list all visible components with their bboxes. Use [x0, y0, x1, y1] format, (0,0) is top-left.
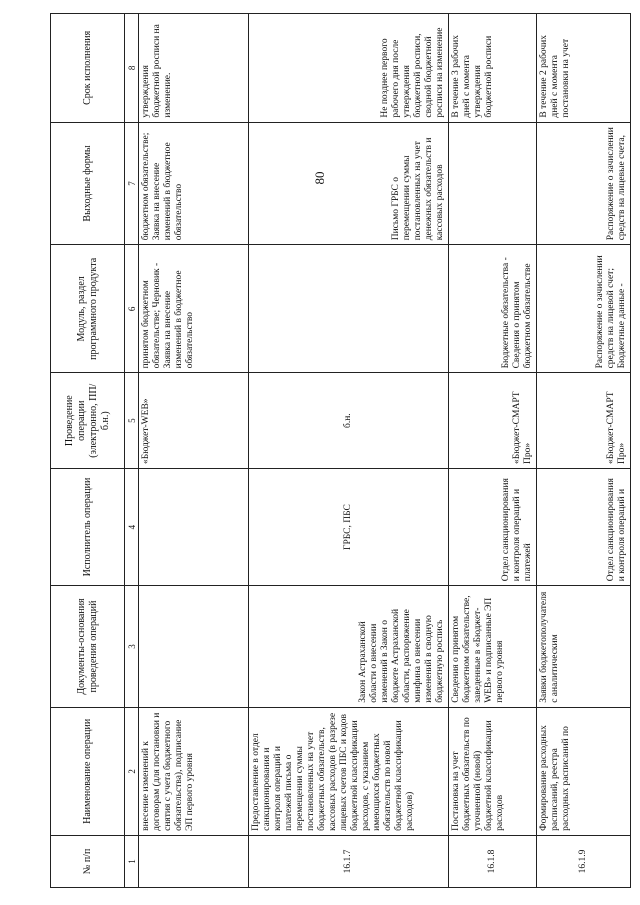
deadline: В течение 2 рабочих дней с момента постановки на учет [537, 14, 631, 123]
rotated-table-container [50, 13, 630, 888]
deadline: Не позднее первого рабочего дня после утверждения бюджетной росписи, сводной бюджетной росписи на изменение [249, 14, 449, 123]
header-row [51, 14, 125, 888]
basis-documents: Заявки бюджетополучателя с аналитическим [537, 586, 631, 708]
output-forms: бюджетном обязательстве; Заявка на внесение изменений в бюджетное обязательство [139, 122, 249, 245]
operation-mode: «Бюджет-WEB» [139, 373, 249, 469]
software-module: Распоряжение о зачислении средств на лицевой счет; Бюджетные данные - [537, 245, 631, 373]
operation-name: внесение изменений к договорам (для постановки и снятия с учета бюджетного обязательства), подписание ЭП первого уровня [139, 707, 249, 835]
column-number: 8 [125, 14, 139, 123]
deadline: утверждения бюджетной росписи на изменение. [139, 14, 249, 123]
operations-table [50, 13, 631, 888]
operation-name: Предоставление в отдел санкционирования и контроля операций и платежей письма о перемещении суммы постановленных на учет бюджетных обязательств, кассовых расходов (в разрезе лицевых счетов ПБС и кодов бюджетной классификации расходов, с указанием имеющихся бюджетных обязательств по новой бюджетной классификации расходов) [249, 707, 449, 835]
executor: Отдел санкционирования и контроля операций и [537, 468, 631, 585]
software-module: принятом бюджетном обязательстве; Черновик - Заявка на внесение изменений в бюджетное обязательство [139, 245, 249, 373]
basis-documents: Сведения о принятом бюджетном обязательстве, заведенные в «Бюджет-WEB» и подписанные ЭП первого уровня [449, 586, 537, 708]
column-number: 3 [125, 586, 139, 708]
column-number: 1 [125, 835, 139, 887]
column-number-row [125, 14, 139, 888]
operation-name: Формирование расходных расписаний, реестра расходных расписаний по [537, 707, 631, 835]
row-number: 16.1.9 [537, 835, 631, 887]
table-row [249, 14, 449, 888]
operation-mode: б.н. [249, 373, 449, 469]
column-number: 6 [125, 245, 139, 373]
header-cell: Исполнитель операции [51, 468, 125, 585]
basis-documents: Закон Астраханской области о внесении изменений в Закон о бюджете Астраханской области, распоряжение минфина о внесении изменений в сводную бюджетную роспись [249, 586, 449, 708]
row-number: 16.1.7 [249, 835, 449, 887]
basis-documents [139, 586, 249, 708]
row-number [139, 835, 249, 887]
header-cell: № п/п [51, 835, 125, 887]
header-cell: Наименование операции [51, 707, 125, 835]
deadline: В течение 3 рабочих дней с момента утверждения бюджетной росписи [449, 14, 537, 123]
header-cell: Документы-основания проведения операций [51, 586, 125, 708]
software-module [249, 245, 449, 373]
header-cell: Срок исполнения [51, 14, 125, 123]
output-forms: Письмо ГРБС о перемещении суммы постановленных на учет денежных обязательств и кассовых расходов [249, 122, 449, 245]
operation-mode: «Бюджет-СМАРТ Про» [449, 373, 537, 469]
header-cell: Модуль, раздел программного продукта [51, 245, 125, 373]
header-cell: Выходные формы [51, 122, 125, 245]
executor: ГРБС, ПБС [249, 468, 449, 585]
page-number: 80 [312, 171, 327, 185]
table-row [139, 14, 249, 888]
operation-mode: «Бюджет-СМАРТ Про» [537, 373, 631, 469]
column-number: 7 [125, 122, 139, 245]
table-row [449, 14, 537, 888]
output-forms [449, 122, 537, 245]
executor [139, 468, 249, 585]
operation-name: Постановка на учет бюджетных обязательств по уточненной (новой) бюджетной классификации расходов [449, 707, 537, 835]
column-number: 4 [125, 468, 139, 585]
header-cell: Проведение операции (электронно, ПП/б.н.) [51, 373, 125, 469]
executor: Отдел санкционирования и контроля операций и платежей [449, 468, 537, 585]
column-number: 5 [125, 373, 139, 469]
software-module: Бюджетные обязательства - Сведения о принятом бюджетном обязательстве [449, 245, 537, 373]
output-forms: Распоряжение о зачислении средств на лицевые счета, [537, 122, 631, 245]
table-row [537, 14, 631, 888]
column-number: 2 [125, 707, 139, 835]
row-number: 16.1.8 [449, 835, 537, 887]
